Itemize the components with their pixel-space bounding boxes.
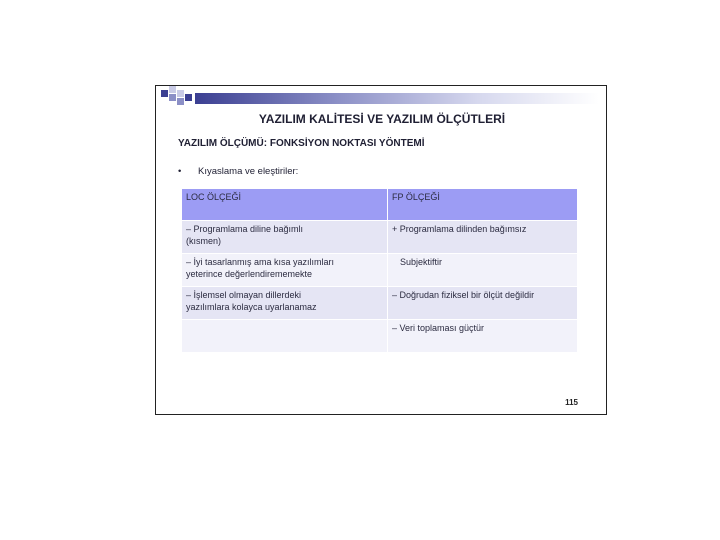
table-cell: – İşlemsel olmayan dillerdeki yazılımlara kolayca uyarlanamaz	[182, 287, 388, 320]
table-header-row	[182, 189, 578, 221]
decor-square	[161, 90, 168, 97]
bullet-icon: •	[178, 166, 182, 177]
table-row	[182, 221, 578, 254]
slide	[155, 85, 607, 415]
table-row	[182, 320, 578, 353]
decor-square	[177, 98, 184, 105]
table-cell: Subjektiftir	[388, 254, 578, 287]
header-fp: FP ÖLÇEĞİ	[388, 189, 578, 221]
table-cell: + Programlama dilinden bağımsız	[388, 221, 578, 254]
header-decoration	[161, 90, 601, 106]
table-cell: – Programlama diline bağımlı (kısmen)	[182, 221, 388, 254]
bullet-item	[178, 166, 298, 177]
decor-square	[169, 94, 176, 101]
decor-square	[177, 90, 184, 97]
table-row	[182, 287, 578, 320]
bullet-text: Kıyaslama ve eleştiriler:	[198, 166, 299, 177]
decor-square	[169, 86, 176, 93]
decor-square	[185, 94, 192, 101]
table-row	[182, 254, 578, 287]
table-cell	[182, 320, 388, 353]
slide-title: YAZILIM KALİTESİ VE YAZILIM ÖLÇÜTLERİ	[258, 112, 506, 126]
table-cell: – Doğrudan fiziksel bir ölçüt değildir	[388, 287, 578, 320]
page-number: 115	[565, 398, 578, 407]
table-cell: – Veri toplaması güçtür	[388, 320, 578, 353]
table-cell: – İyi tasarlanmış ama kısa yazılımları yeterince değerlendirememekte	[182, 254, 388, 287]
header-gradient-bar	[195, 93, 599, 104]
slide-subtitle: YAZILIM ÖLÇÜMÜ: FONKSİYON NOKTASI YÖNTEMİ	[178, 138, 425, 149]
comparison-table	[181, 188, 578, 353]
header-loc: LOC ÖLÇEĞİ	[182, 189, 388, 221]
